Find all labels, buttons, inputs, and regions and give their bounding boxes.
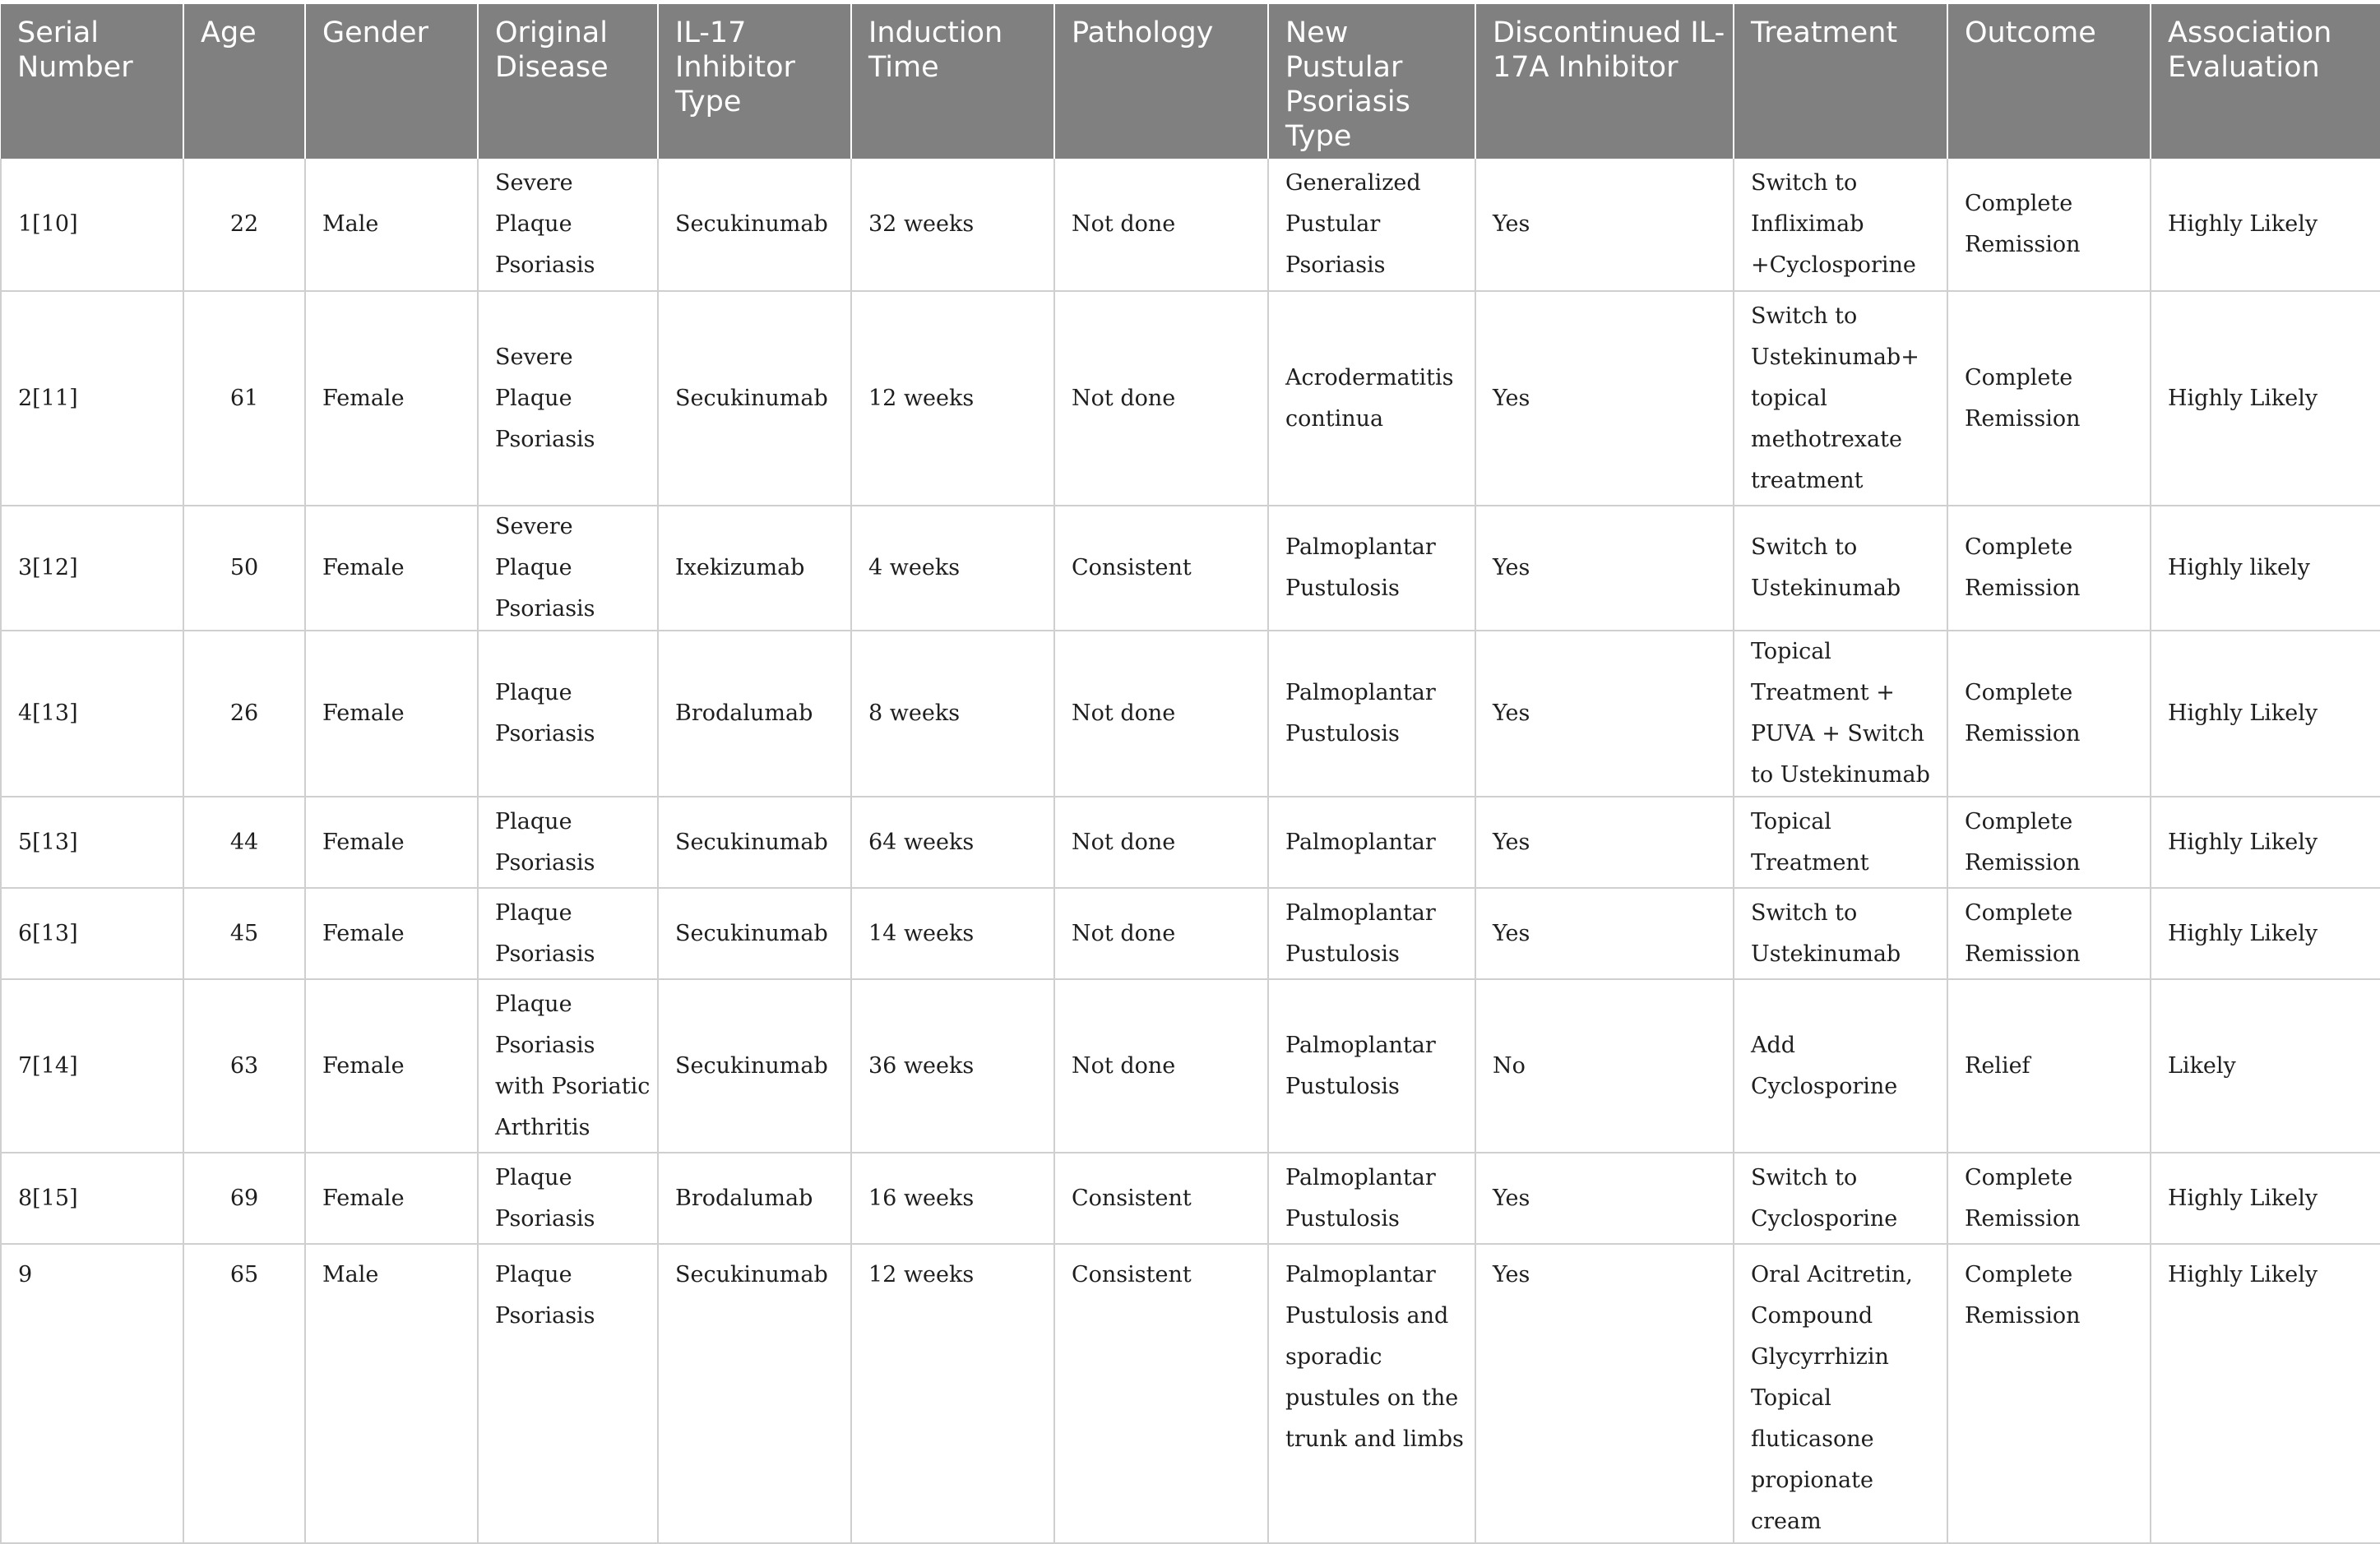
cell-serial-number: 9 <box>1 1244 183 1543</box>
case-table <box>0 4 2380 1544</box>
cell-serial-number: 6[13] <box>1 888 183 979</box>
cell-original-disease: Plaque Psoriasis <box>478 797 658 888</box>
cell-association: Highly Likely <box>2151 797 2380 888</box>
cell-association: Highly Likely <box>2151 1244 2380 1543</box>
cell-association: Highly Likely <box>2151 888 2380 979</box>
cell-inhibitor-type: Brodalumab <box>658 631 851 797</box>
cell-outcome: Complete Remission <box>1947 159 2151 291</box>
cell-treatment: Topical Treatment <box>1734 797 1947 888</box>
header-serial-number: Serial Number <box>1 4 183 159</box>
cell-outcome: Complete Remission <box>1947 506 2151 631</box>
cell-serial-number: 2[11] <box>1 291 183 506</box>
cell-association: Highly Likely <box>2151 1153 2380 1244</box>
cell-original-disease: Severe Plaque Psoriasis <box>478 291 658 506</box>
cell-pathology: Not done <box>1054 631 1268 797</box>
header-inhibitor-type: IL-17 Inhibitor Type <box>658 4 851 159</box>
cell-induction-time: 36 weeks <box>851 979 1054 1153</box>
cell-discontinued: Yes <box>1475 1153 1734 1244</box>
cell-inhibitor-type: Secukinumab <box>658 1244 851 1543</box>
table-row <box>1 1153 2380 1244</box>
cell-treatment: Topical Treatment + PUVA + Switch to Ustekinumab <box>1734 631 1947 797</box>
header-original-disease: Original Disease <box>478 4 658 159</box>
header-outcome: Outcome <box>1947 4 2151 159</box>
cell-gender: Female <box>305 797 478 888</box>
cell-association: Highly Likely <box>2151 159 2380 291</box>
cell-pathology: Not done <box>1054 888 1268 979</box>
cell-discontinued: No <box>1475 979 1734 1153</box>
cell-gender: Female <box>305 631 478 797</box>
header-treatment: Treatment <box>1734 4 1947 159</box>
cell-age: 61 <box>183 291 305 506</box>
cell-gender: Female <box>305 1153 478 1244</box>
header-row <box>1 4 2380 159</box>
cell-new-psoriasis-type: Generalized Pustular Psoriasis <box>1268 159 1475 291</box>
cell-discontinued: Yes <box>1475 631 1734 797</box>
header-induction-time: Induction Time <box>851 4 1054 159</box>
cell-discontinued: Yes <box>1475 888 1734 979</box>
cell-original-disease: Plaque Psoriasis with Psoriatic Arthritis <box>478 979 658 1153</box>
cell-outcome: Complete Remission <box>1947 1244 2151 1543</box>
cell-serial-number: 8[15] <box>1 1153 183 1244</box>
cell-association: Highly likely <box>2151 506 2380 631</box>
cell-original-disease: Plaque Psoriasis <box>478 631 658 797</box>
table-row <box>1 1244 2380 1543</box>
cell-serial-number: 3[12] <box>1 506 183 631</box>
table-row <box>1 631 2380 797</box>
cell-pathology: Consistent <box>1054 1244 1268 1543</box>
cell-inhibitor-type: Secukinumab <box>658 979 851 1153</box>
cell-new-psoriasis-type: Acrodermatitis continua <box>1268 291 1475 506</box>
cell-original-disease: Severe Plaque Psoriasis <box>478 506 658 631</box>
cell-new-psoriasis-type: Palmoplantar Pustulosis <box>1268 1153 1475 1244</box>
cell-treatment: Switch to Ustekinumab <box>1734 888 1947 979</box>
cell-new-psoriasis-type: Palmoplantar Pustulosis and sporadic pustules on the trunk and limbs <box>1268 1244 1475 1543</box>
header-new-psoriasis-type: New Pustular Psoriasis Type <box>1268 4 1475 159</box>
cell-induction-time: 16 weeks <box>851 1153 1054 1244</box>
cell-treatment: Switch to Cyclosporine <box>1734 1153 1947 1244</box>
cell-gender: Female <box>305 888 478 979</box>
cell-pathology: Not done <box>1054 797 1268 888</box>
cell-discontinued: Yes <box>1475 291 1734 506</box>
cell-age: 22 <box>183 159 305 291</box>
cell-pathology: Not done <box>1054 159 1268 291</box>
cell-treatment: Oral Acitretin, Compound Glycyrrhizin Topical fluticasone propionate cream <box>1734 1244 1947 1543</box>
cell-inhibitor-type: Secukinumab <box>658 291 851 506</box>
cell-association: Highly Likely <box>2151 291 2380 506</box>
cell-induction-time: 12 weeks <box>851 291 1054 506</box>
header-age: Age <box>183 4 305 159</box>
cell-age: 26 <box>183 631 305 797</box>
cell-inhibitor-type: Secukinumab <box>658 159 851 291</box>
cell-pathology: Consistent <box>1054 506 1268 631</box>
cell-age: 65 <box>183 1244 305 1543</box>
cell-new-psoriasis-type: Palmoplantar Pustulosis <box>1268 631 1475 797</box>
cell-gender: Female <box>305 506 478 631</box>
cell-induction-time: 32 weeks <box>851 159 1054 291</box>
cell-gender: Male <box>305 1244 478 1543</box>
cell-original-disease: Severe Plaque Psoriasis <box>478 159 658 291</box>
cell-original-disease: Plaque Psoriasis <box>478 1153 658 1244</box>
cell-serial-number: 1[10] <box>1 159 183 291</box>
header-association: Association Evaluation <box>2151 4 2380 159</box>
cell-discontinued: Yes <box>1475 506 1734 631</box>
cell-gender: Female <box>305 979 478 1153</box>
cell-new-psoriasis-type: Palmoplantar Pustulosis <box>1268 506 1475 631</box>
cell-discontinued: Yes <box>1475 159 1734 291</box>
table-row <box>1 797 2380 888</box>
header-discontinued: Discontinued IL-17A Inhibitor <box>1475 4 1734 159</box>
cell-treatment: Switch to Ustekinumab <box>1734 506 1947 631</box>
cell-age: 63 <box>183 979 305 1153</box>
table-row <box>1 506 2380 631</box>
cell-treatment: Switch to Ustekinumab+ topical methotrexate treatment <box>1734 291 1947 506</box>
table-row <box>1 979 2380 1153</box>
cell-gender: Male <box>305 159 478 291</box>
cell-induction-time: 64 weeks <box>851 797 1054 888</box>
cell-outcome: Complete Remission <box>1947 797 2151 888</box>
cell-pathology: Not done <box>1054 291 1268 506</box>
cell-serial-number: 5[13] <box>1 797 183 888</box>
cell-inhibitor-type: Secukinumab <box>658 888 851 979</box>
cell-induction-time: 8 weeks <box>851 631 1054 797</box>
cell-induction-time: 14 weeks <box>851 888 1054 979</box>
cell-outcome: Complete Remission <box>1947 1153 2151 1244</box>
header-gender: Gender <box>305 4 478 159</box>
cell-pathology: Consistent <box>1054 1153 1268 1244</box>
cell-serial-number: 7[14] <box>1 979 183 1153</box>
cell-treatment: Switch to Infliximab +Cyclosporine <box>1734 159 1947 291</box>
cell-induction-time: 12 weeks <box>851 1244 1054 1543</box>
cell-age: 44 <box>183 797 305 888</box>
cell-outcome: Relief <box>1947 979 2151 1153</box>
cell-original-disease: Plaque Psoriasis <box>478 888 658 979</box>
cell-age: 50 <box>183 506 305 631</box>
cell-new-psoriasis-type: Palmoplantar <box>1268 797 1475 888</box>
cell-gender: Female <box>305 291 478 506</box>
header-pathology: Pathology <box>1054 4 1268 159</box>
cell-discontinued: Yes <box>1475 1244 1734 1543</box>
cell-discontinued: Yes <box>1475 797 1734 888</box>
cell-new-psoriasis-type: Palmoplantar Pustulosis <box>1268 979 1475 1153</box>
cell-pathology: Not done <box>1054 979 1268 1153</box>
cell-association: Likely <box>2151 979 2380 1153</box>
cell-age: 45 <box>183 888 305 979</box>
cell-inhibitor-type: Brodalumab <box>658 1153 851 1244</box>
cell-induction-time: 4 weeks <box>851 506 1054 631</box>
table-row <box>1 159 2380 291</box>
cell-new-psoriasis-type: Palmoplantar Pustulosis <box>1268 888 1475 979</box>
cell-outcome: Complete Remission <box>1947 888 2151 979</box>
cell-age: 69 <box>183 1153 305 1244</box>
table-row <box>1 291 2380 506</box>
cell-inhibitor-type: Ixekizumab <box>658 506 851 631</box>
cell-treatment: Add Cyclosporine <box>1734 979 1947 1153</box>
cell-original-disease: Plaque Psoriasis <box>478 1244 658 1543</box>
table-row <box>1 888 2380 979</box>
cell-serial-number: 4[13] <box>1 631 183 797</box>
cell-association: Highly Likely <box>2151 631 2380 797</box>
cell-outcome: Complete Remission <box>1947 631 2151 797</box>
cell-outcome: Complete Remission <box>1947 291 2151 506</box>
cell-inhibitor-type: Secukinumab <box>658 797 851 888</box>
